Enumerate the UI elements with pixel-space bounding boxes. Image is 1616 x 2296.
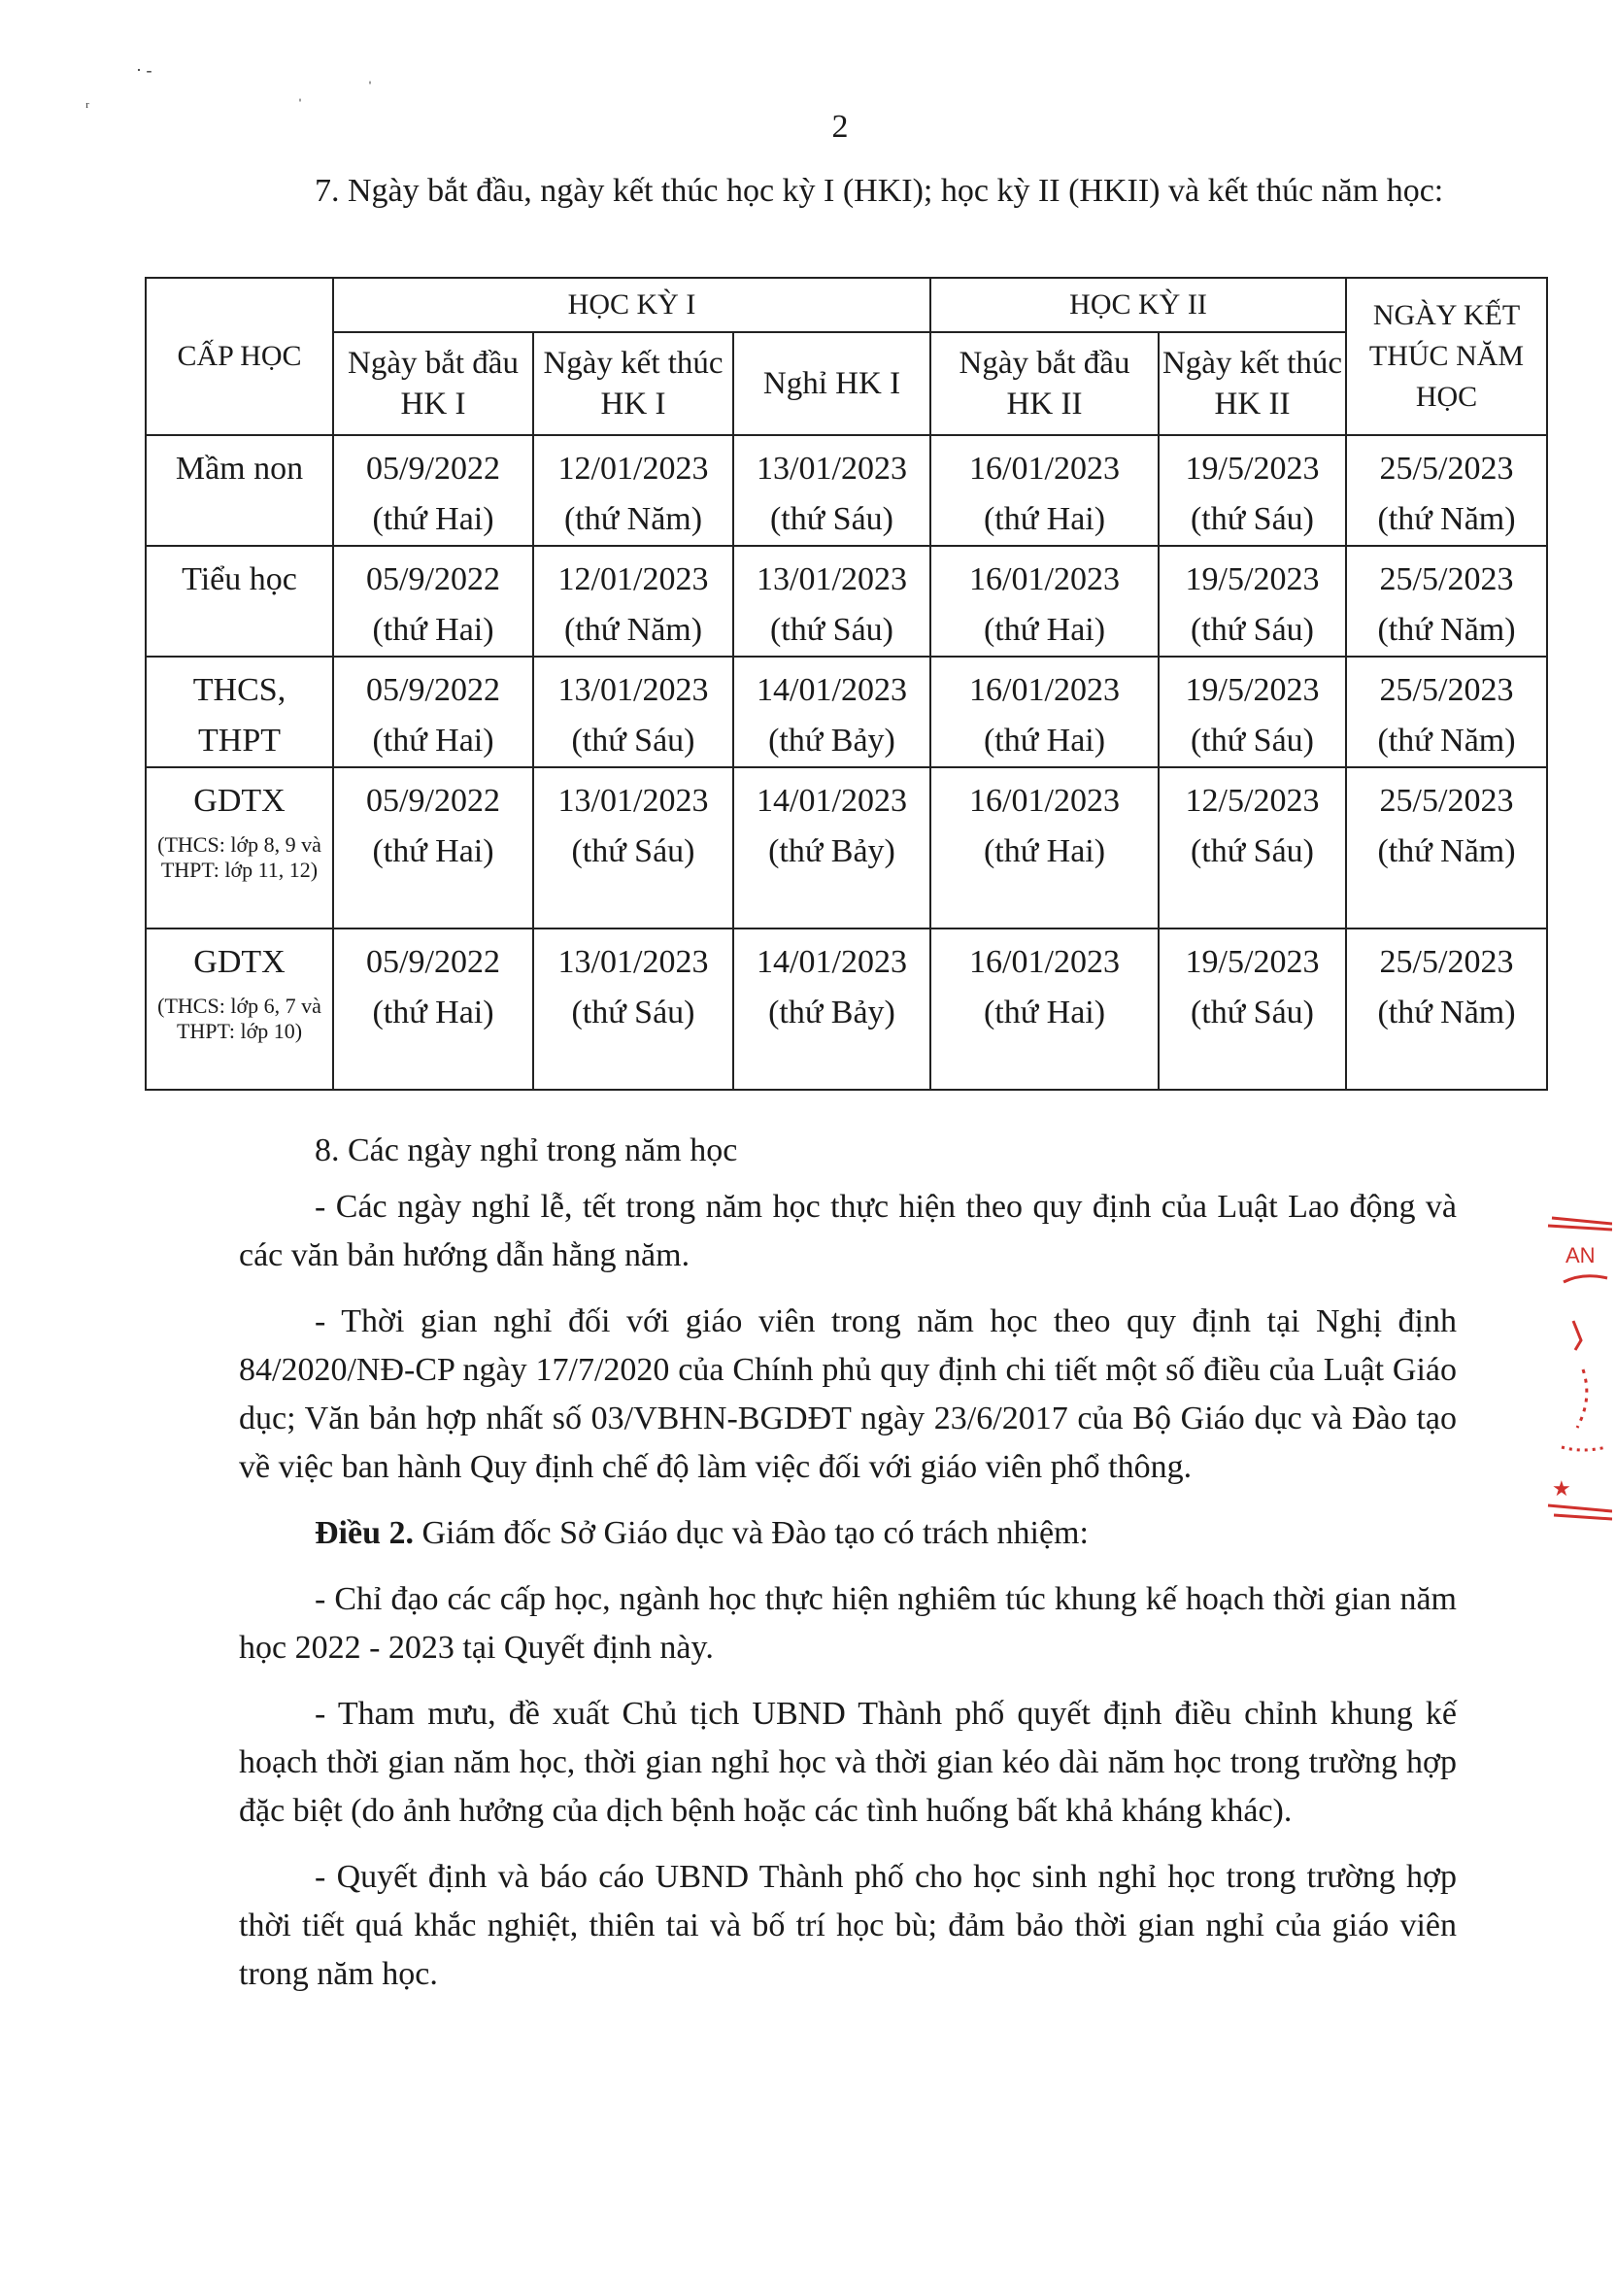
date-cell [333,929,533,1090]
cell-date: 05/9/2022 [366,451,500,487]
row-level-name: Tiểu học [182,561,297,597]
section-8-paragraph-2-text: - Thời gian nghỉ đối với giáo viên trong năm học theo quy định tại Nghị định 84/2020/NĐ-CP ngày 17/7/2020 của Chính phủ quy định chi tiết một số điều của Luật Giáo dục; Văn bản hợp nhất số 03/VBHN-BGDĐT ngày 23/6/2017 của Bộ Giáo dục và Đào tạo về việc ban hành Quy định chế độ làm việc đối với giáo viên phổ thông. [239,1303,1457,1485]
cell-date: 19/5/2023 [1185,672,1320,708]
cell-date: 13/01/2023 [757,561,907,597]
cell-date: 19/5/2023 [1185,561,1320,597]
cell-weekday: (thứ Năm) [563,501,703,537]
cell-weekday: (thứ Hai) [372,995,494,1030]
cell-weekday: (thứ Sáu) [1190,501,1315,537]
article-2-paragraph-2 [239,1690,1457,1836]
cell-date: 13/01/2023 [757,451,907,487]
cell-date: 12/01/2023 [557,451,709,487]
cell-date: 25/5/2023 [1379,561,1514,597]
cell-weekday: (thứ Năm) [563,612,703,648]
cell-date: 12/01/2023 [557,561,709,597]
cell-date: 16/01/2023 [969,944,1120,980]
cell-weekday: (thứ Hai) [983,612,1106,648]
red-seal-stamp [1544,1214,1612,1525]
date-cell [733,435,930,546]
table-row [146,929,1547,1090]
article-2-paragraph-3 [239,1853,1457,1999]
cell-date: 05/9/2022 [366,672,500,708]
col-header-end-year: NGÀY KẾT THÚC NĂM HỌC [1346,278,1547,435]
cell-date: 05/9/2022 [366,783,500,819]
cell-weekday: (thứ Sáu) [571,833,695,869]
col-header-level: CẤP HỌC [146,278,333,435]
date-cell [930,929,1159,1090]
article-2-paragraph-3-text: - Quyết định và báo cáo UBND Thành phố cho học sinh nghỉ học trong trường hợp thời tiết quá khắc nghiệt, thiên tai và bố trí học bù; đảm bảo thời gian nghỉ của giáo viên trong năm học. [239,1859,1457,1992]
date-cell [1159,657,1346,767]
article-2-text: Giám đốc Sở Giáo dục và Đào tạo có trách nhiệm: [414,1515,1089,1551]
date-cell [733,657,930,767]
table-row [146,546,1547,657]
row-level-cell [146,767,333,929]
cell-date: 05/9/2022 [366,944,500,980]
col-header-hk2-start: Ngày bắt đầu HK II [930,332,1159,435]
row-level-name: THCS, THPT [192,672,286,759]
cell-date: 05/9/2022 [366,561,500,597]
col-group-hk2: HỌC KỲ II [930,278,1346,332]
row-level-cell [146,929,333,1090]
row-level-note: (THCS: lớp 8, 9 và THPT: lớp 11, 12) [157,832,321,882]
date-cell [930,767,1159,929]
section-8-paragraph-2 [239,1298,1457,1492]
cell-weekday: (thứ Năm) [1377,995,1516,1030]
row-level-name: GDTX [193,944,286,980]
cell-weekday: (thứ Sáu) [1190,612,1315,648]
cell-weekday: (thứ Bảy) [768,833,895,869]
cell-weekday: (thứ Hai) [983,995,1106,1030]
cell-weekday: (thứ Hai) [983,501,1106,537]
body-text [239,1183,1457,1999]
section-7-heading-text: 7. Ngày bắt đầu, ngày kết thúc học kỳ I (HKI); học kỳ II (HKII) và kết thúc năm học: [315,173,1444,209]
stamp-text: AN [1566,1243,1596,1267]
cell-weekday: (thứ Sáu) [1190,995,1315,1030]
article-2-label: Điều 2. [315,1515,414,1551]
date-cell [1159,767,1346,929]
cell-weekday: (thứ Sáu) [769,501,894,537]
scan-speck: ʳ [85,97,89,117]
scan-speck: ˈ [367,78,373,97]
cell-weekday: (thứ Hai) [372,833,494,869]
date-cell [1159,435,1346,546]
cell-weekday: (thứ Bảy) [768,995,895,1030]
cell-date: 19/5/2023 [1185,451,1320,487]
col-header-hk1-end: Ngày kết thúc HK I [533,332,733,435]
cell-date: 25/5/2023 [1379,672,1514,708]
cell-weekday: (thứ Hai) [372,501,494,537]
cell-weekday: (thứ Năm) [1377,501,1516,537]
date-cell [533,435,733,546]
school-calendar-table [145,277,1548,1091]
cell-weekday: (thứ Năm) [1377,833,1516,869]
cell-date: 14/01/2023 [757,783,907,819]
row-level-name: GDTX [193,783,286,819]
row-level-name: Mầm non [175,451,304,487]
table-row [146,657,1547,767]
date-cell [333,767,533,929]
cell-date: 25/5/2023 [1379,944,1514,980]
date-cell [1159,546,1346,657]
cell-weekday: (thứ Hai) [372,723,494,759]
cell-weekday: (thứ Hai) [983,723,1106,759]
date-cell [1159,929,1346,1090]
date-cell [533,929,733,1090]
cell-weekday: (thứ Sáu) [769,612,894,648]
cell-weekday: (thứ Sáu) [1190,723,1315,759]
cell-weekday: (thứ Sáu) [1190,833,1315,869]
cell-date: 16/01/2023 [969,451,1120,487]
cell-date: 25/5/2023 [1379,783,1514,819]
col-header-hk2-end: Ngày kết thúc HK II [1159,332,1346,435]
date-cell [333,657,533,767]
cell-weekday: (thứ Hai) [372,612,494,648]
col-group-hk1: HỌC KỲ I [333,278,930,332]
cell-date: 14/01/2023 [757,672,907,708]
section-8-paragraph-1 [239,1183,1457,1280]
cell-date: 25/5/2023 [1379,451,1514,487]
article-2-heading [239,1509,1457,1558]
cell-weekday: (thứ Sáu) [571,723,695,759]
cell-date: 16/01/2023 [969,783,1120,819]
date-cell [733,546,930,657]
row-level-cell [146,435,333,546]
date-cell [733,767,930,929]
date-cell [1346,435,1547,546]
row-level-cell [146,657,333,767]
date-cell [1346,767,1547,929]
date-cell [1346,657,1547,767]
row-level-cell [146,546,333,657]
cell-date: 12/5/2023 [1185,783,1320,819]
cell-date: 19/5/2023 [1185,944,1320,980]
cell-weekday: (thứ Bảy) [768,723,895,759]
table-row [146,435,1547,546]
col-header-hk1-break: Nghỉ HK I [733,332,930,435]
scan-speck: ˈ [297,95,303,115]
cell-date: 13/01/2023 [557,944,709,980]
cell-date: 14/01/2023 [757,944,907,980]
article-2-paragraph-2-text: - Tham mưu, đề xuất Chủ tịch UBND Thành phố quyết định điều chỉnh khung kế hoạch thời gian năm học, thời gian nghỉ học và thời gian kéo dài năm học trong trường hợp đặc biệt (do ảnh hưởng của dịch bệnh hoặc các tình huống bất khả kháng khác). [239,1696,1457,1829]
date-cell [533,657,733,767]
date-cell [1346,929,1547,1090]
date-cell [930,435,1159,546]
scan-speck: · - [136,60,152,80]
date-cell [930,546,1159,657]
section-8-heading: 8. Các ngày nghỉ trong năm học [315,1132,738,1168]
cell-date: 13/01/2023 [557,783,709,819]
date-cell [1346,546,1547,657]
cell-date: 16/01/2023 [969,561,1120,597]
date-cell [333,435,533,546]
date-cell [930,657,1159,767]
cell-date: 13/01/2023 [557,672,709,708]
cell-weekday: (thứ Sáu) [571,995,695,1030]
section-8-paragraph-1-text: - Các ngày nghỉ lễ, tết trong năm học thực hiện theo quy định của Luật Lao động và các văn bản hướng dẫn hằng năm. [239,1189,1457,1273]
cell-weekday: (thứ Hai) [983,833,1106,869]
cell-weekday: (thứ Năm) [1377,612,1516,648]
date-cell [333,546,533,657]
cell-weekday: (thứ Năm) [1377,723,1516,759]
table-row [146,767,1547,929]
stamp-star-icon: ★ [1552,1476,1571,1501]
section-7-heading [239,167,1457,216]
col-header-hk1-start: Ngày bắt đầu HK I [333,332,533,435]
article-2-paragraph-1 [239,1575,1457,1672]
article-2-paragraph-1-text: - Chỉ đạo các cấp học, ngành học thực hiện nghiêm túc khung kế hoạch thời gian năm học 2022 - 2023 tại Quyết định này. [239,1581,1457,1666]
row-level-note: (THCS: lớp 6, 7 và THPT: lớp 10) [157,994,321,1043]
date-cell [533,546,733,657]
cell-date: 16/01/2023 [969,672,1120,708]
date-cell [733,929,930,1090]
page-number: 2 [831,109,849,145]
date-cell [533,767,733,929]
